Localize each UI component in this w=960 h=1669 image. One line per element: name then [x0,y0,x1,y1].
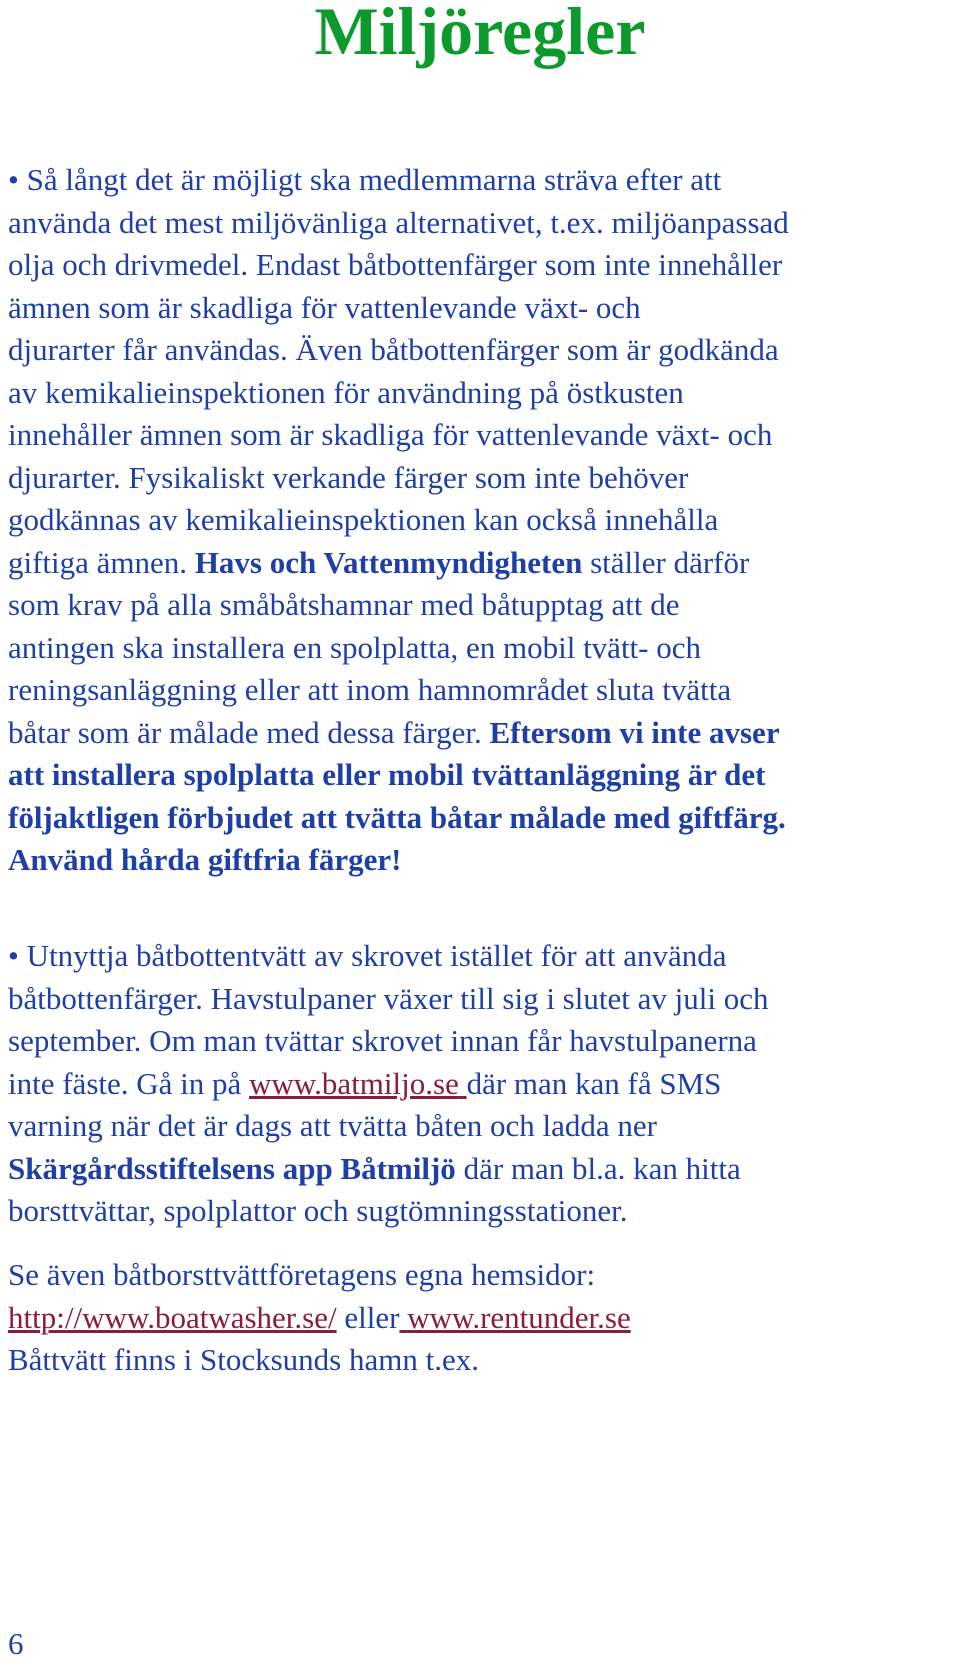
agency-name: Havs och Vattenmyndigheten [194,544,583,580]
hull-wash-paragraph [8,935,958,1233]
text-line: • Utnyttja båtbottentvätt av skrovet istället för att använda [8,938,727,973]
page-number: 6 [8,1626,24,1661]
app-name: Skärgårdsstiftelsens app Båtmiljö [8,1150,456,1186]
text-line: inte fäste. Gå in på www.batmiljo.se där man kan få SMS [8,1065,722,1101]
environment-rules-paragraph [8,159,958,882]
text-line: följaktligen förbjudet att tvätta båtar målade med giftfärg. [8,799,786,835]
see-also-paragraph [8,1254,958,1382]
page-title: Miljöregler [314,0,646,69]
text-line: använda det mest miljövänliga alternativet, t.ex. miljöanpassad [8,204,789,240]
bullet-icon: • [8,162,19,197]
text-line: godkännas av kemikalieinspektionen kan också innehålla [8,502,719,537]
text-line: djurarter får användas. Även båtbottenfärger som är godkända [8,332,779,367]
text-line: ämnen som är skadliga för vattenlevande växt- och [8,289,641,325]
text-line: • Så långt det är möjligt ska medlemmarna sträva efter att [8,162,722,197]
text-line: giftiga ämnen. Havs och Vattenmyndigheten ställer därför [8,544,750,580]
text-line: olja och drivmedel. Endast båtbottenfärger som inte innehåller [8,247,783,282]
text-line: djurarter. Fysikaliskt verkande färger som inte behöver [8,459,689,495]
text-line: antingen ska installera en spolplatta, en mobil tvätt- och [8,629,702,665]
text-line: av kemikalieinspektionen för användning på östkusten [8,374,684,410]
text-line: reningsanläggning eller att inom hamnområdet sluta tvätta [8,672,732,707]
text-line: Båttvätt finns i Stocksunds hamn t.ex. [8,1342,479,1377]
text-line: Använd hårda giftfria färger! [8,842,402,877]
text-line: innehåller ämnen som är skadliga för vattenlevande växt- och [8,417,773,452]
text-line: att installera spolplatta eller mobil tvättanläggning är det [8,757,766,792]
batmiljo-link[interactable]: www.batmiljo.se [249,1065,459,1101]
text-line: båtar som är målade med dessa färger. Eftersom vi inte avser [8,714,780,750]
bold-rule-text: Eftersom vi inte avser [489,714,780,750]
rentunder-link[interactable]: www.rentunder.se [407,1299,631,1335]
text-line: varning när det är dags att tvätta båten och ladda ner [8,1108,658,1143]
text-line: borsttvättar, spolplattor och sugtömningsstationer. [8,1193,628,1228]
boatwasher-link[interactable]: http://www.boatwasher.se/ [8,1299,337,1335]
bullet-icon: • [8,938,19,973]
text-line: Se även båtborsttvättföretagens egna hemsidor: [8,1257,596,1292]
text-line: september. Om man tvättar skrovet innan får havstulpanerna [8,1023,757,1058]
text-line: http://www.boatwasher.se/ eller www.rentunder.se [8,1299,631,1335]
text-line: som krav på alla småbåtshamnar med båtupptag att de [8,587,680,622]
text-line: Skärgårdsstiftelsens app Båtmiljö där man bl.a. kan hitta [8,1150,741,1186]
text-line: båtbottenfärger. Havstulpaner växer till sig i slutet av juli och [8,980,769,1016]
